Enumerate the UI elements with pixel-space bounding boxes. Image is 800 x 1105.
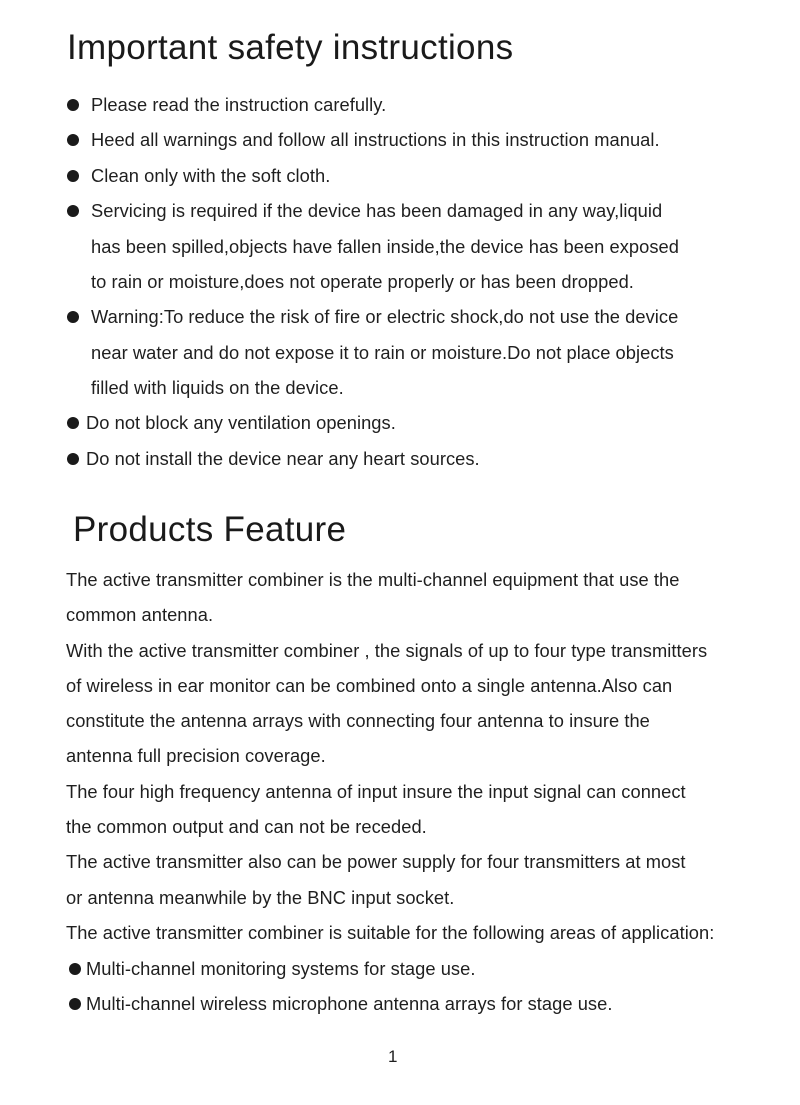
- safety-item-line: near water and do not expose it to rain or moisture.Do not place objects: [91, 342, 674, 363]
- safety-item-line: Servicing is required if the device has been damaged in any way,liquid: [91, 200, 663, 221]
- bullet-icon: [69, 963, 81, 975]
- bullet-icon: [67, 417, 79, 429]
- application-item: Multi-channel wireless microphone antenna arrays for stage use.: [86, 993, 613, 1014]
- paragraph-line: common antenna.: [66, 604, 214, 625]
- safety-item-line: Do not block any ventilation openings.: [86, 412, 396, 433]
- paragraph-line: The four high frequency antenna of input insure the input signal can connect: [66, 781, 686, 802]
- safety-item-line: filled with liquids on the device.: [91, 377, 344, 398]
- paragraph-line: constitute the antenna arrays with connecting four antenna to insure the: [66, 710, 650, 731]
- safety-item-line: Please read the instruction carefully.: [91, 94, 387, 115]
- page-number: 1: [388, 1047, 398, 1066]
- safety-item-line: to rain or moisture,does not operate properly or has been dropped.: [91, 271, 634, 292]
- paragraph-line: The active transmitter combiner is suitable for the following areas of application:: [66, 922, 715, 943]
- paragraph-line: The active transmitter also can be power supply for four transmitters at most: [66, 851, 686, 872]
- paragraph-line: or antenna meanwhile by the BNC input socket.: [66, 887, 455, 908]
- bullet-icon: [67, 205, 79, 217]
- paragraph-line: the common output and can not be receded.: [66, 816, 427, 837]
- bullet-icon: [67, 99, 79, 111]
- bullet-icon: [67, 134, 79, 146]
- safety-item-line: Do not install the device near any heart sources.: [86, 448, 480, 469]
- paragraph-line: With the active transmitter combiner , the signals of up to four type transmitters: [66, 640, 708, 661]
- bullet-icon: [69, 998, 81, 1010]
- bullet-icon: [67, 453, 79, 465]
- safety-item-line: has been spilled,objects have fallen inside,the device has been exposed: [91, 236, 679, 257]
- features-title: Products Feature: [73, 510, 347, 549]
- paragraph-line: of wireless in ear monitor can be combined onto a single antenna.Also can: [66, 675, 673, 696]
- bullet-icon: [67, 311, 79, 323]
- safety-item-line: Clean only with the soft cloth.: [91, 165, 331, 186]
- application-item: Multi-channel monitoring systems for stage use.: [86, 958, 476, 979]
- paragraph-line: The active transmitter combiner is the multi-channel equipment that use the: [66, 569, 680, 590]
- paragraph-line: antenna full precision coverage.: [66, 745, 326, 766]
- safety-title: Important safety instructions: [67, 28, 514, 67]
- bullet-icon: [67, 170, 79, 182]
- safety-item-line: Warning:To reduce the risk of fire or electric shock,do not use the device: [91, 306, 679, 327]
- safety-item-line: Heed all warnings and follow all instructions in this instruction manual.: [91, 129, 660, 150]
